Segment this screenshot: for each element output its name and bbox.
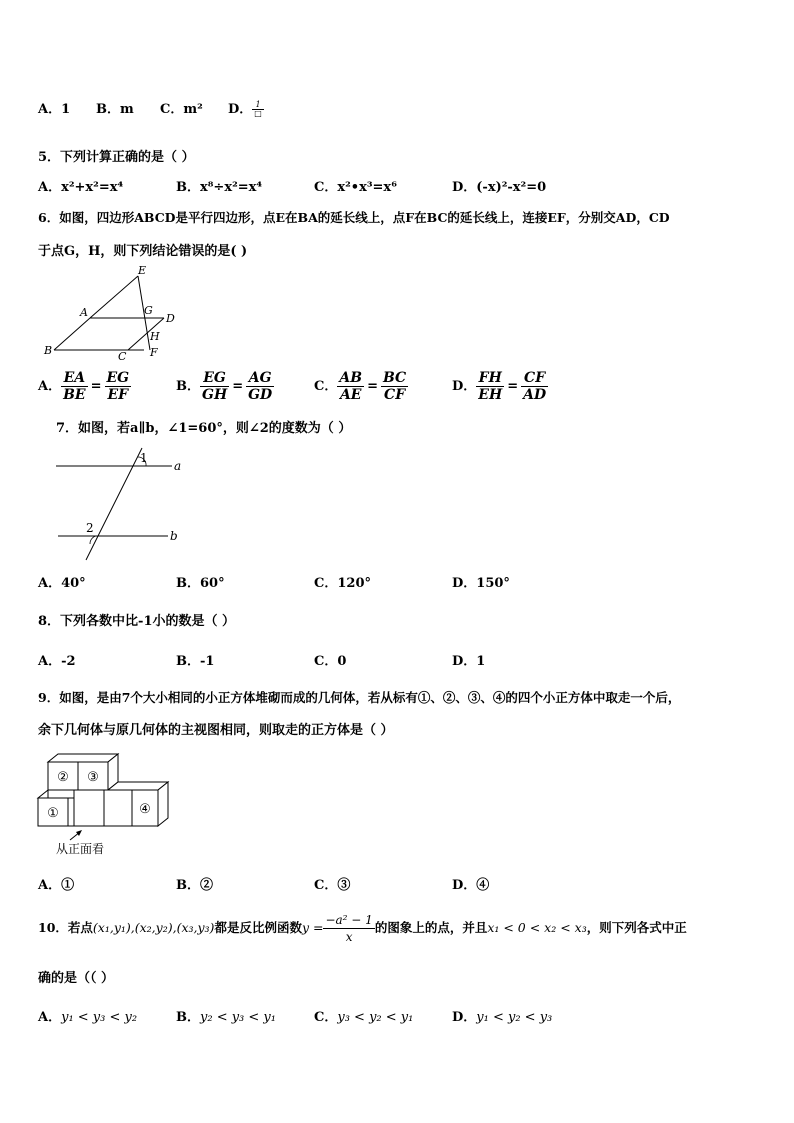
q6-b-letter: B． [176,379,200,394]
q9-option-b: B．② [176,878,213,893]
q4-option-d-letter: D． [228,102,253,117]
q10-prefix: 10．若点 [38,920,93,935]
q6-d-ln: FH [476,370,504,387]
q10-option-c [314,1006,413,1025]
bottom-row-side-face [158,782,168,826]
q7-option-c: C．120° [314,576,371,591]
top-row-top-face [48,754,118,762]
label-b: b [170,529,178,543]
q5-option-a: A．x²+x²=x⁴ [38,180,124,195]
q7-parallel-lines-figure [50,446,190,562]
q6-parallelogram-figure [38,264,188,364]
q10-mid2: 的图象上的点，并且 [374,920,488,935]
label-angle-1: 1 [140,451,148,465]
q6-option-d: D． $\frac{FH}{EH}$ = $\frac{CF}{AD}$ [452,370,547,403]
q10-b-letter: B． [176,1010,200,1025]
q6-b-rn: AG [246,370,274,387]
label-A: A [80,306,88,319]
label-cube-3: ③ [87,770,99,785]
q6-c-ld: AE [339,387,362,403]
q8-option-c: C．0 [314,654,347,669]
q4-option-c: C．m² [160,102,203,117]
q10-suffix: ，则下列各式中正 [586,920,687,935]
q6-option-a: A． $\frac{EA}{BE}$ = $\frac{EG}{EF}$ [38,370,130,403]
q6-b-left-frac [200,370,229,403]
q10-d-letter: D． [452,1010,477,1025]
q6-d-letter: D． [452,379,477,394]
cube-1-top-face [38,790,48,798]
q7-option-b: B．60° [176,576,225,591]
label-a: a [174,459,182,473]
q4-option-d-fraction [252,101,264,118]
q6-d-right-frac [521,370,548,403]
cube-bottom-3-front [104,790,132,826]
q6-d-ld: EH [478,387,503,403]
q6-a-left-frac [61,370,88,403]
line-BA [54,318,90,350]
transversal [86,448,142,560]
q6-b-rd: GD [248,387,273,403]
label-B: B [44,344,53,357]
label-D: D [166,312,175,325]
q8-option-d: D．1 [452,654,486,669]
q9-view-caption: 从正面看 [56,842,105,856]
label-cube-2: ② [57,770,69,785]
q10-b-expr: y₂ < y₃ < y₁ [200,1010,276,1025]
q6-a-rd: EF [107,387,129,403]
q9-option-a: A．① [38,878,75,893]
label-angle-2: 2 [86,521,94,535]
q6-option-b: B． $\frac{EG}{GH}$ = $\frac{AG}{GD}$ [176,370,273,403]
q6-d-rn: CF [521,370,548,387]
q10-option-a [38,1006,137,1025]
q6-b-right-frac [246,370,274,403]
label-cube-1: ① [47,806,59,821]
label-E: E [138,264,147,277]
q4-option-d [228,98,264,118]
q6-a-letter: A． [38,379,62,394]
q10-option-d [452,1006,552,1025]
q6-c-letter: C． [314,379,338,394]
q10-stem-line2: 确的是（（ ） [38,971,115,986]
q7-stem: 7．如图，若a∥b，∠1=60°，则∠2的度数为（ ） [56,421,352,436]
q6-c-left-frac [337,370,364,403]
q10-mid: 都是反比例函数 [214,920,302,935]
q6-c-ln: AB [339,370,363,386]
q5-option-d: D．(-x)²-x²=0 [452,180,547,195]
q10-func-lhs: y = [301,920,324,935]
q10-d-expr: y₁ < y₂ < y₃ [476,1010,553,1025]
label-C: C [118,350,127,363]
q6-c-rn: BC [382,370,407,386]
q6-c-right-frac [381,370,408,403]
q10-func-fraction [323,912,374,945]
q6-d-rd: AD [523,387,547,403]
q7-option-d: D．150° [452,576,510,591]
q7-option-a: A．40° [38,576,86,591]
q10-points: (x₁,y₁),(x₂,y₂),(x₃,y₃) [92,920,215,935]
q10-func-num: −a² − 1 [325,913,373,927]
q9-stem-line1: 9．如图，是由7个大小相同的小正方体堆砌而成的几何体，若从标有①、②、③、④的四个小正方体中取走一个后， [38,690,681,705]
q6-stem-line2: 于点G，H，则下列结论错误的是( ) [38,244,248,259]
q6-d-left-frac [476,370,504,403]
q9-option-c: C．③ [314,878,351,893]
q6-a-ld: BE [63,387,86,403]
q10-func-den: x [345,930,353,944]
q8-option-b: B．-1 [176,654,215,669]
q5-stem: 5．下列计算正确的是（ ） [38,150,195,165]
q10-c-expr: y₃ < y₂ < y₁ [337,1010,414,1025]
view-direction-arrow [70,830,82,840]
label-G: G [144,304,153,317]
q6-c-rd: CF [384,387,406,403]
q6-b-ld: GH [202,387,228,403]
label-cube-4: ④ [139,802,151,817]
q4-option-a: A．1 [38,102,71,117]
q10-option-b [176,1006,276,1025]
q8-stem: 8．下列各数中比-1小的数是（ ） [38,614,236,629]
label-H: H [150,330,160,343]
q8-option-a: A．-2 [38,654,76,669]
q5-option-c: C．x²•x³=x⁶ [314,180,397,195]
q9-option-d: D．④ [452,878,490,893]
q6-a-right-frac [105,370,132,403]
q6-a-ln: EA [61,370,88,387]
q4-d-num: 1 [252,101,264,110]
q4-d-den: □ [254,109,262,118]
q10-stem-line1 [38,912,687,945]
q4-option-b: B．m [96,102,134,117]
q5-option-b: B．x⁸÷x²=x⁴ [176,180,263,195]
q6-option-c: C． $\frac{AB}{AE}$ = $\frac{BC}{CF}$ [314,370,407,403]
q6-b-ln: EG [200,370,229,387]
cube-bottom-2-front [74,790,104,826]
q10-c-letter: C． [314,1010,338,1025]
q6-stem-line1: 6．如图，四边形ABCD是平行四边形，点E在BA的延长线上，点F在BC的延长线上，连接EF，分别交AD，CD [38,210,670,225]
q10-a-letter: A． [38,1010,62,1025]
q9-stem-line2: 余下几何体与原几何体的主视图相同，则取走的正方体是（ ） [38,723,394,738]
label-F: F [150,346,158,359]
q10-a-expr: y₁ < y₃ < y₂ [61,1010,138,1025]
line-AE [90,276,138,318]
q10-condition: x₁ < 0 < x₂ < x₃ [487,920,587,935]
q6-a-rn: EG [106,370,130,386]
